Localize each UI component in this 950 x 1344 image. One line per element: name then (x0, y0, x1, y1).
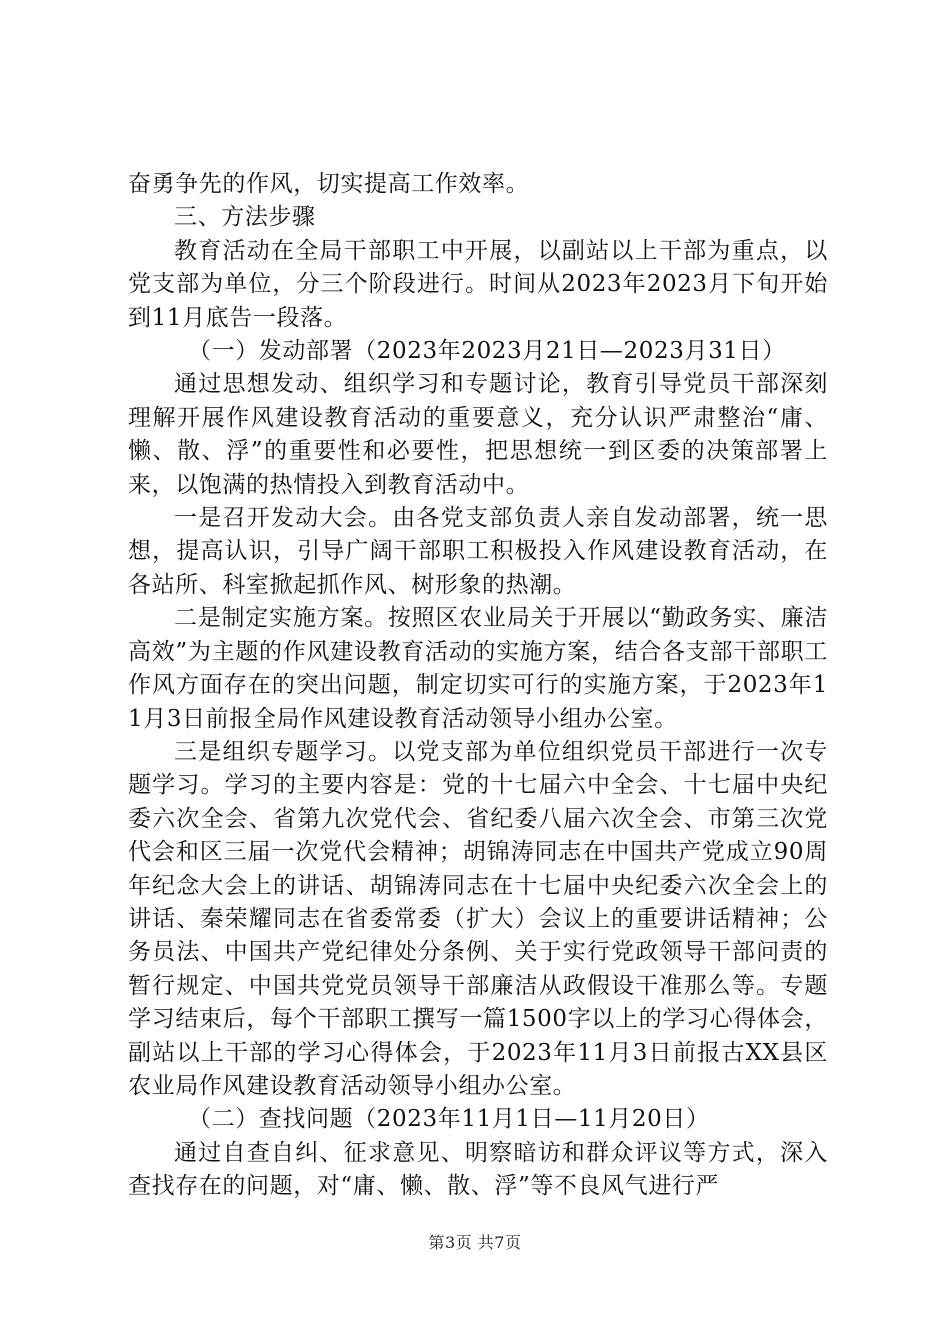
page-number-footer: 第3页 共7页 (428, 1233, 522, 1252)
paragraph-step-one: 一是召开发动大会。由各党支部负责人亲自发动部署，统一思想，提高认识，引导广阔干部职工积极投入作风建设教育活动，在各站所、科室掀起抓作风、树形象的热潮。 (128, 505, 828, 598)
paragraph-overview: 教育活动在全局干部职工中开展，以副站以上干部为重点，以党支部为单位，分三个阶段进行。时间从2023年2023月下旬开始到11月底告一段落。 (128, 237, 828, 331)
paragraph-mobilization: 通过思想发动、组织学习和专题讨论，教育引导党员干部深刻理解开展作风建设教育活动的重要意义，充分认识严肃整治“庸、懒、散、浮”的重要性和必要性，把思想统一到区委的决策部署上来，以饱满的热情投入到教育活动中。 (128, 371, 828, 498)
paragraph-find-problems: 通过自查自纠、征求意见、明察暗访和群众评议等方式，深入查找存在的问题，对“庸、懒、散、浮”等不良风气进行严 (128, 1139, 828, 1200)
subheading-mobilization: （一）发动部署（2023年2023月21日—2023月31日） (188, 338, 786, 365)
document-body (128, 168, 828, 1204)
section-heading-methods: 三、方法步骤 (174, 204, 316, 231)
paragraph-step-two: 二是制定实施方案。按照区农业局关于开展以“勤政务实、廉洁高效”为主题的作风建设教育活动的实施方案，结合各支部干部职工作风方面存在的突出问题，制定切实可行的实施方案，于2023年11月3日前报全局作风建设教育活动领导小组办公室。 (128, 605, 828, 732)
paragraph-continuation: 奋勇争先的作风，切实提高工作效率。 (128, 171, 530, 197)
paragraph-step-three: 三是组织专题学习。以党支部为单位组织党员干部进行一次专题学习。学习的主要内容是：党的十七届六中全会、十七届中央纪委六次全会、省第九次党代会、省纪委八届六次全会、市第三次党代会和区三届一次党代会精神；胡锦涛同志在中国共产党成立90周年纪念大会上的讲话、胡锦涛同志在十七届中央纪委六次全会上的讲话、秦荣耀同志在省委常委（扩大）会议上的重要讲话精神；公务员法、中国共产党纪律处分条例、关于实行党政领导干部问责的暂行规定、中国共党党员领导干部廉洁从政假设干准那么等。专题学习结束后，每个干部职工撰写一篇1500字以上的学习心得体会，副站以上干部的学习心得体会，于2023年11月3日前报古XX县区农业局作风建设教育活动领导小组办公室。 (128, 738, 828, 1099)
subheading-find-problems: （二）查找问题（2023年11月1日—11月20日） (188, 1106, 710, 1133)
